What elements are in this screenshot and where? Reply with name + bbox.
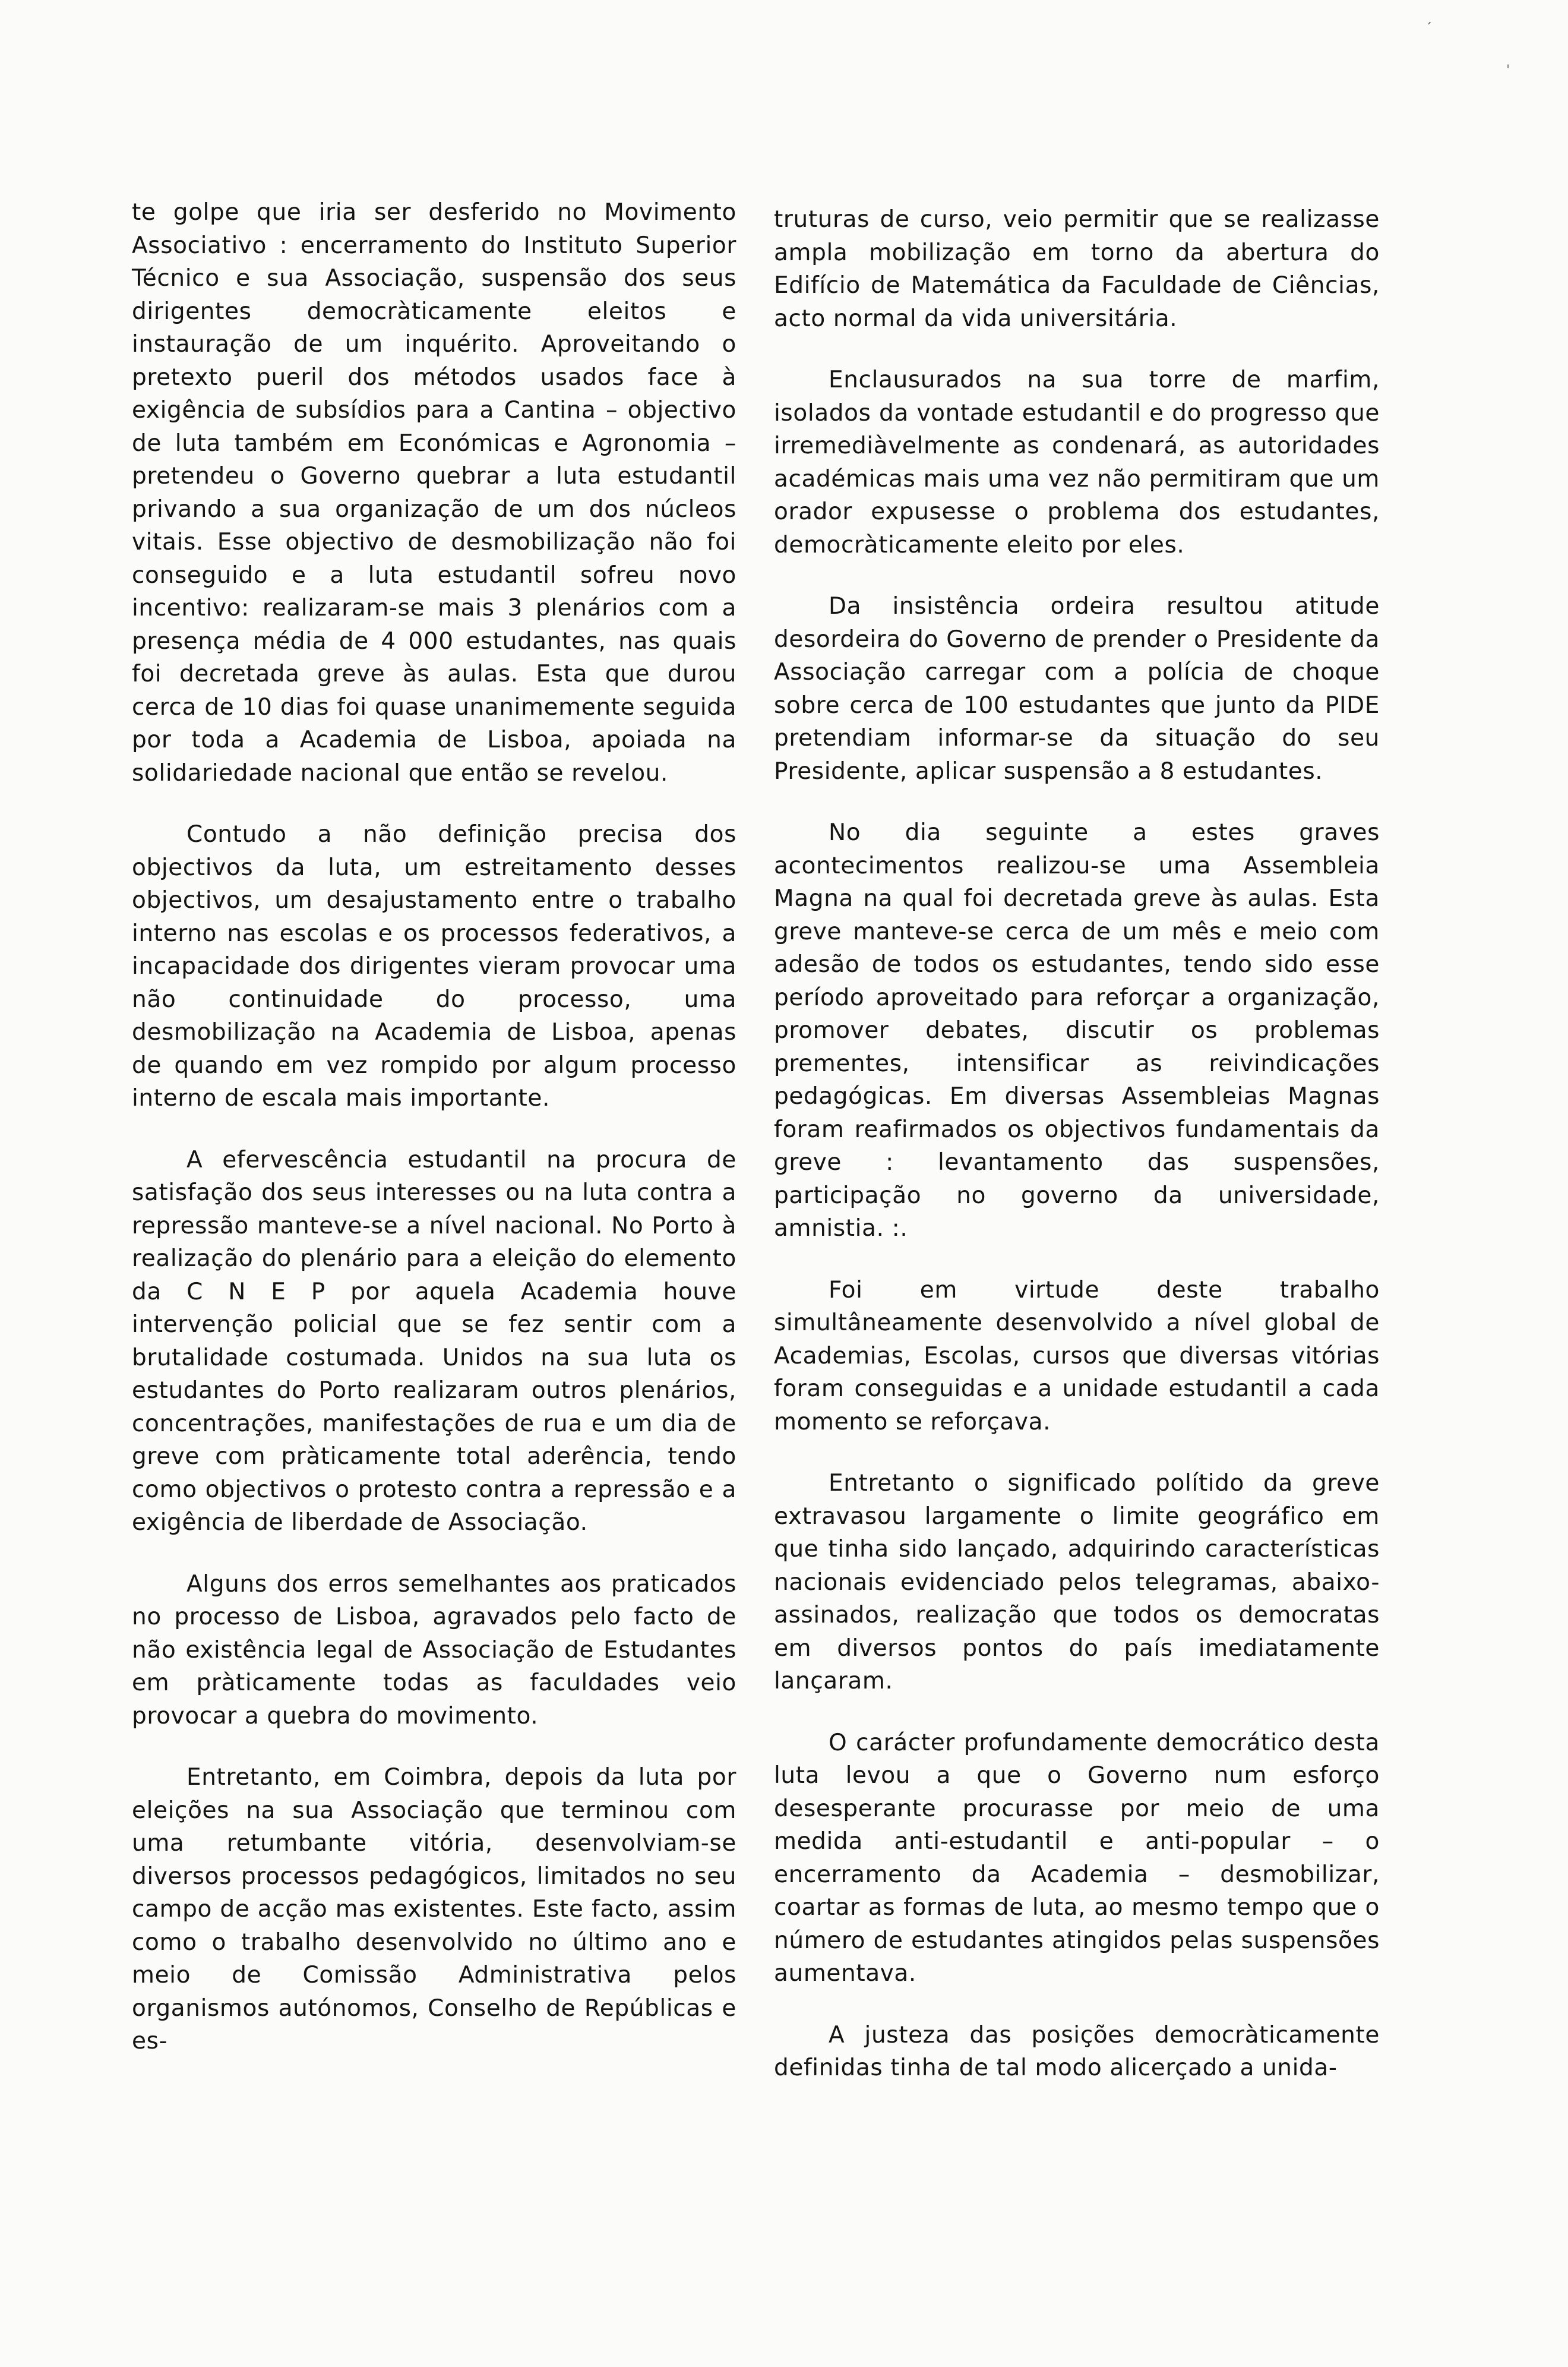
- paragraph: Entretanto, em Coimbra, depois da luta por eleições na sua Associação que terminou com uma retumbante vitória, desenvolviam-se diversos processos pedagógicos, limitados no seu campo de acção mas existentes. Este facto, assim como o trabalho desenvolvido no último ano e meio de Comissão Administrativa pelos organismos autónomos, Conselho de Repúblicas e es-: [132, 1764, 736, 2054]
- paragraph: Alguns dos erros semelhantes aos praticados no processo de Lisboa, agravados pelo facto de não existência legal de Associação de Estudantes em pràticamente todas as faculdades veio provocar a quebra do movimento.: [132, 1570, 736, 1730]
- paragraph: truturas de curso, veio permitir que se realizasse ampla mobilização em torno da abertura do Edifício de Matemática da Faculdade de Ciências, acto normal da vida universitária.: [774, 206, 1380, 332]
- paragraph: Enclausurados na sua torre de marfim, isolados da vontade estudantil e do progresso que irremediàvelmente as condenará, as autoridades académicas mais uma vez não permitiram que um orador expusesse o problema dos estudantes, democràticamente eleito por eles.: [774, 367, 1380, 558]
- paragraph: No dia seguinte a estes graves acontecimentos realizou-se uma Assembleia Magna na qual foi decretada greve às aulas. Esta greve manteve-se cerca de um mês e meio com adesão de todos os estudantes, tendo sido esse período aproveitado para reforçar a organização, promover debates, discutir os problemas prementes, intensificar as reivindicações pedagógicas. Em diversas Assembleias Magnas foram reafirmados os objectivos fundamentais da greve : levantamento das suspensões, participação no governo da universidade, amnistia. :.: [774, 819, 1380, 1242]
- paragraph: A justeza das posições democràticamente definidas tinha de tal modo alicerçado a unida-: [774, 2021, 1380, 2081]
- paragraph: Da insistência ordeira resultou atitude desordeira do Governo de prender o Presidente da Associação carregar com a polícia de choque sobre cerca de 100 estudantes que junto da PIDE pretendiam informar-se da situação do seu Presidente, aplicar suspensão a 8 estudantes.: [774, 593, 1380, 785]
- left-text-column: [132, 196, 736, 2087]
- paragraph: A efervescência estudantil na procura de satisfação dos seus interesses ou na luta contra a repressão manteve-se a nível nacional. No Porto à realização do plenário para a eleição do elemento da C N E P por aquela Academia houve intervenção policial que se fez sentir com a brutalidade costumada. Unidos na sua luta os estudantes do Porto realizaram outros plenários, concentrações, manifestações de rua e um dia de greve com pràticamente total aderência, tendo como objectivos o protesto contra a repressão e a exigência de liberdade de Associação.: [132, 1146, 736, 1536]
- paragraph: O carácter profundamente democrático desta luta levou a que o Governo num esforço desesperante procurasse por meio de uma medida anti-estudantil e anti-popular – o encerramento da Academia – desmobilizar, coartar as formas de luta, ao mesmo tempo que o número de estudantes atingidos pelas suspensões aumentava.: [774, 1729, 1380, 1987]
- paragraph: te golpe que iria ser desferido no Movimento Associativo : encerramento do Instituto Superior Técnico e sua Associação, suspensão dos seus dirigentes democràticamente eleitos e instauração de um inquérito. Aproveitando o pretexto pueril dos métodos usados face à exigência de subsídios para a Cantina – objectivo de luta também em Económicas e Agronomia – pretendeu o Governo quebrar a luta estudantil privando a sua organização de um dos núcleos vitais. Esse objectivo de desmobilização não foi conseguido e a luta estudantil sofreu novo incentivo: realizaram-se mais 3 plenários com a presença média de 4 000 estudantes, nas quais foi decretada greve às aulas. Esta que durou cerca de 10 dias foi quase unanimemente seguida por toda a Academia de Lisboa, apoiada na solidariedade nacional que então se revelou.: [132, 199, 736, 787]
- paragraph: Foi em virtude deste trabalho simultâneamente desenvolvido a nível global de Academias, Escolas, cursos que diversas vitórias foram conseguidas e a unidade estudantil a cada momento se reforçava.: [774, 1276, 1380, 1435]
- paragraph: Entretanto o significado polítido da greve extravasou largamente o limite geográfico em que tinha sido lançado, adquirindo características nacionais evidenciado pelos telegramas, abaixo-assinados, realização que todos os democratas em diversos pontos do país imediatamente lançaram.: [774, 1470, 1380, 1694]
- paragraph: Contudo a não definição precisa dos objectivos da luta, um estreitamento desses objectivos, um desajustamento entre o trabalho interno nas escolas e os processos federativos, a incapacidade dos dirigentes vieram provocar uma não continuidade do processo, uma desmobilização na Academia de Lisboa, apenas de quando em vez rompido por algum processo interno de escala mais importante.: [132, 821, 736, 1112]
- margin-mark: ˌ: [1506, 55, 1510, 70]
- margin-mark: ´: [1425, 21, 1432, 36]
- right-text-column: [774, 203, 1380, 2113]
